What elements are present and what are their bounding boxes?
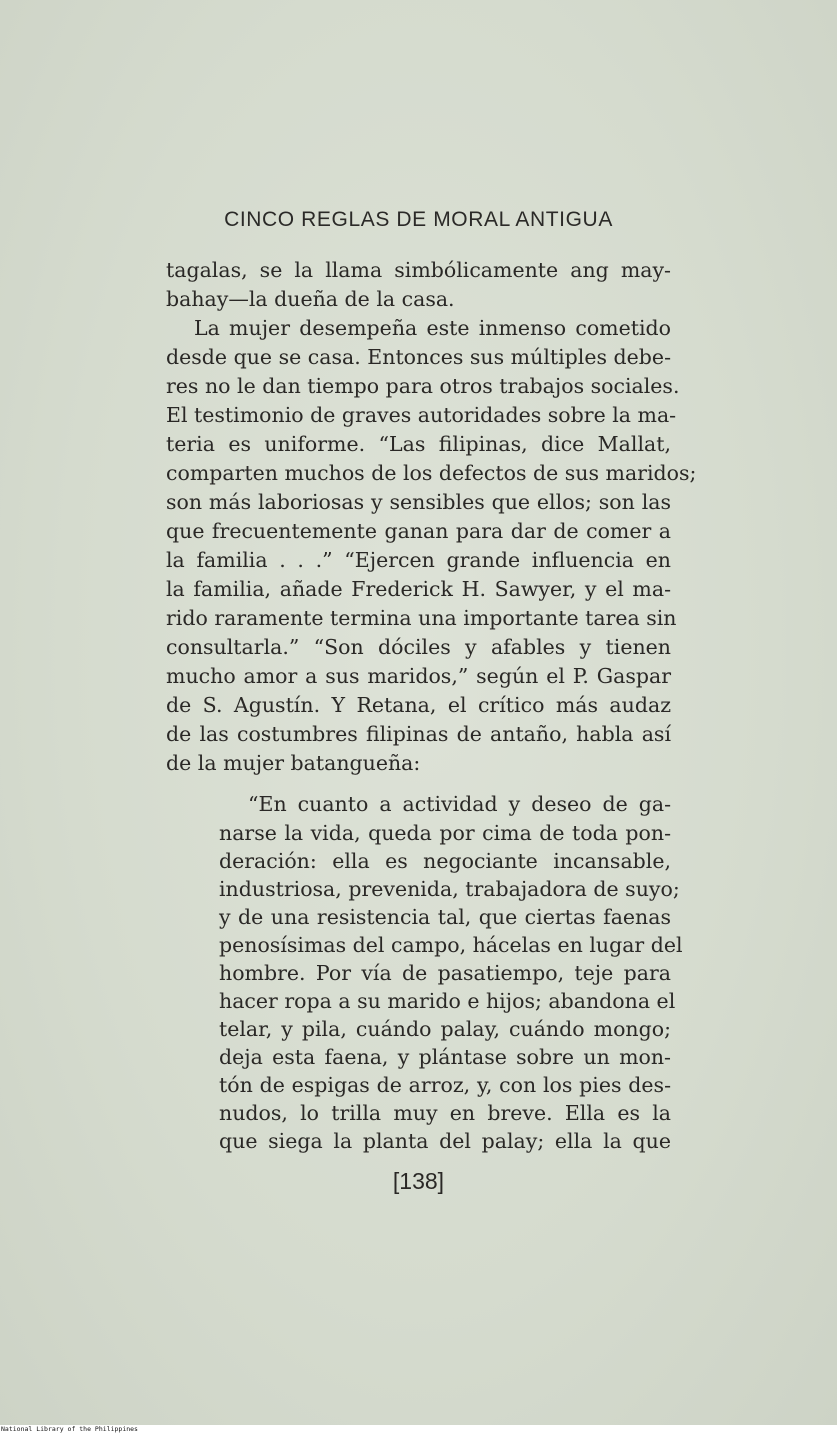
quote-line: y de una resistencia tal, que ciertas faenas xyxy=(219,905,671,929)
body-line: de la mujer batangueña: xyxy=(166,751,421,775)
quote-line: deja esta faena, y plántase sobre un mon- xyxy=(219,1045,671,1069)
quote-line: narse la vida, queda por cima de toda pon- xyxy=(219,821,671,845)
body-line: tagalas, se la llama simbólicamente ang may- xyxy=(166,258,671,282)
body-line: consultarla.” “Son dóciles y afables y tienen xyxy=(166,635,671,659)
body-line: son más laboriosas y sensibles que ellos; son las xyxy=(166,490,671,514)
body-line: que frecuentemente ganan para dar de comer a xyxy=(166,519,671,543)
body-line: la familia . . .” “Ejercen grande influencia en xyxy=(166,548,671,572)
quote-line: “En cuanto a actividad y deseo de ga- xyxy=(248,792,671,816)
quote-line: penosísimas del campo, hácelas en lugar del xyxy=(219,933,683,957)
body-line: comparten muchos de los defectos de sus maridos; xyxy=(166,461,697,485)
body-line: de S. Agustín. Y Retana, el crítico más audaz xyxy=(166,693,671,717)
quote-line: que siega la planta del palay; ella la que xyxy=(219,1129,671,1153)
quote-line: hombre. Por vía de pasatiempo, teje para xyxy=(219,961,671,985)
footer-credit: National Library of the Philippines xyxy=(1,1425,138,1433)
quote-line: deración: ella es negociante incansable, xyxy=(219,849,671,873)
body-line: rido raramente termina una importante tarea sin xyxy=(166,606,677,630)
quote-line: telar, y pila, cuándo palay, cuándo mongo; xyxy=(219,1017,671,1041)
page-number: [138] xyxy=(392,1168,445,1194)
body-line: teria es uniforme. “Las filipinas, dice Mallat, xyxy=(166,432,671,456)
quote-line: nudos, lo trilla muy en breve. Ella es la xyxy=(219,1101,671,1125)
quote-line: tón de espigas de arroz, y, con los pies des- xyxy=(219,1073,671,1097)
body-line: La mujer desempeña este inmenso cometido xyxy=(194,316,671,340)
body-line: El testimonio de graves autoridades sobre la ma- xyxy=(166,403,677,427)
body-line: de las costumbres filipinas de antaño, habla así xyxy=(166,722,671,746)
body-line: desde que se casa. Entonces sus múltiples debe- xyxy=(166,345,671,369)
quote-line: industriosa, prevenida, trabajadora de suyo; xyxy=(219,877,680,901)
quote-line: hacer ropa a su marido e hijos; abandona el xyxy=(219,989,676,1013)
body-line: la familia, añade Frederick H. Sawyer, y el ma- xyxy=(166,577,671,601)
footer-strip xyxy=(0,1425,837,1433)
running-head: CINCO REGLAS DE MORAL ANTIGUA xyxy=(224,208,613,231)
body-line: res no le dan tiempo para otros trabajos sociales. xyxy=(166,374,680,398)
body-line: mucho amor a sus maridos,” según el P. Gaspar xyxy=(166,664,671,688)
body-line: bahay—la dueña de la casa. xyxy=(166,287,455,311)
